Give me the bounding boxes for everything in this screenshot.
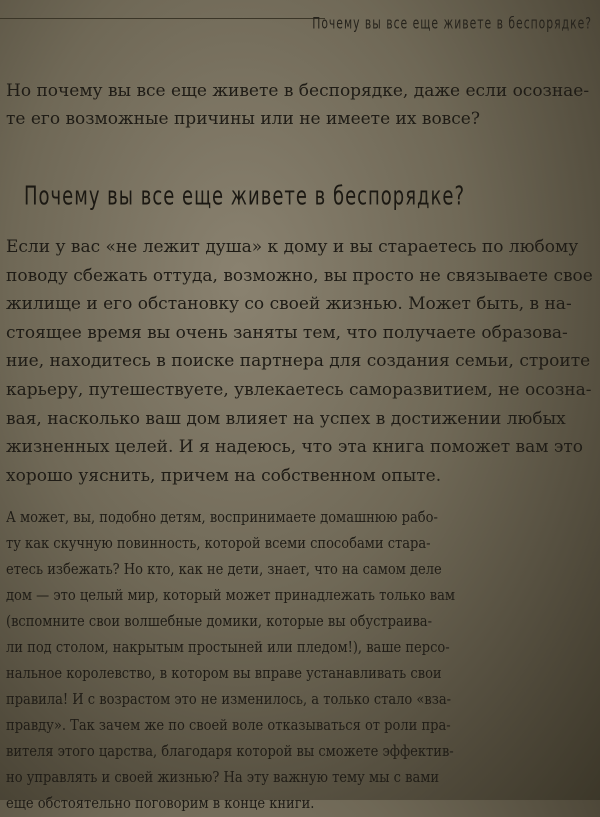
text-line: стоящее время вы очень заняты тем, что получаете образова-: [6, 322, 568, 343]
text-line: правду». Так зачем же по своей воле отказываться от роли пра-: [6, 718, 451, 734]
text-line: поводу сбежать оттуда, возможно, вы просто не связываете свое: [6, 265, 593, 286]
text-line: Но почему вы все еще живете в беспорядке, даже если осознае-: [6, 81, 590, 101]
text-line: хорошо уяснить, причем на собственном опыте.: [6, 465, 442, 486]
text-line: (вспомните свои волшебные домики, которые вы обустраива-: [6, 614, 432, 630]
text-line: карьеру, путешествуете, увлекаетесь саморазвитием, не осозна-: [6, 379, 592, 400]
text-line: вителя этого царства, благодаря которой вы сможете эффектив-: [6, 744, 454, 760]
text-line: А может, вы, подобно детям, воспринимаете домашнюю рабо-: [6, 510, 438, 526]
text-line: дом — это целый мир, который может принадлежать только вам: [6, 588, 456, 604]
text-line: вая, насколько ваш дом влияет на успех в достижении любых: [6, 408, 566, 429]
text-line: но управлять и своей жизнью? На эту важную тему мы с вами: [6, 770, 440, 786]
text-line: етесь избежать? Но кто, как не дети, знает, что на самом деле: [6, 562, 442, 578]
text-line: ние, находитесь в поиске партнера для создания семьи, строите: [6, 351, 591, 372]
text-line: еще обстоятельно поговорим в конце книги.: [6, 796, 315, 812]
text-line: жилище и его обстановку со своей жизнью. Может быть, в на-: [6, 294, 572, 315]
text-line: Если у вас «не лежит душа» к дому и вы стараетесь по любому: [6, 237, 579, 257]
text-line: ли под столом, накрытым простыней или пледом!), ваше персо-: [6, 640, 450, 656]
text-line: нальное королевство, в котором вы вправе устанавливать свои: [6, 666, 442, 682]
header-rule: [0, 18, 325, 19]
text-line: правила! И с возрастом это не изменилось, а только стало «вза-: [6, 692, 452, 708]
body-paragraph-1: [6, 233, 593, 490]
section-heading: Почему вы все еще живете в беспорядке?: [24, 180, 465, 212]
text-line: жизненных целей. И я надеюсь, что эта книга поможет вам это: [6, 437, 584, 458]
text-line: те его возможные причины или не имеете их вовсе?: [6, 109, 480, 129]
text-line: ту как скучную повинность, которой всеми способами стара-: [6, 536, 431, 552]
running-head: Почему вы все еще живете в беспорядке?: [312, 14, 592, 33]
intro-paragraph: [6, 77, 590, 133]
body-paragraph-2: [6, 505, 582, 817]
